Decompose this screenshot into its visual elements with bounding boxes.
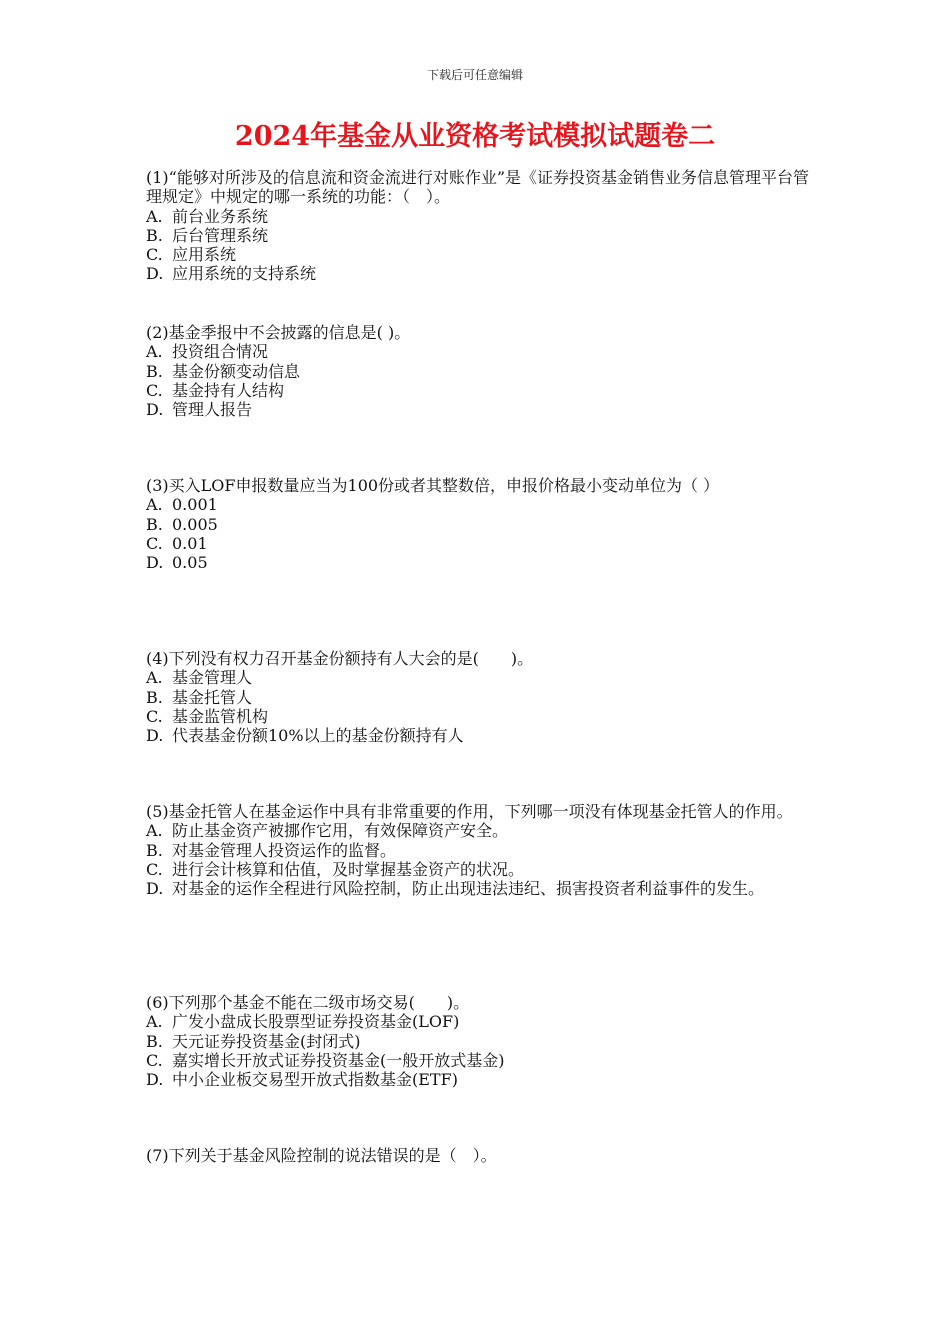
option-text: 对基金管理人投资运作的监督。 [172, 840, 397, 860]
option-a [146, 495, 811, 514]
question-stem: (7)下列关于基金风险控制的说法错误的是（ ）。 [146, 1146, 497, 1165]
option-c [146, 1051, 811, 1070]
option-text: 天元证券投资基金(封闭式) [172, 1031, 361, 1051]
option-d [146, 553, 811, 572]
option-letter: B. [146, 225, 163, 245]
option-c [146, 707, 811, 726]
question-4 [146, 649, 811, 745]
option-text: 管理人报告 [172, 400, 253, 420]
option-letter: B. [146, 1031, 163, 1051]
option-d [146, 400, 811, 419]
question-stem: (5)基金托管人在基金运作中具有非常重要的作用，下列哪一项没有体现基金托管人的作用。 [146, 802, 793, 821]
option-text: 投资组合情况 [172, 342, 269, 362]
option-text: 防止基金资产被挪作它用，有效保障资产安全。 [172, 821, 509, 841]
option-letter: A. [146, 821, 163, 841]
question-7 [146, 1146, 811, 1165]
option-c [146, 245, 811, 264]
question-3 [146, 476, 811, 572]
option-text: 对基金的运作全程进行风险控制，防止出现违法违纪、损害投资者利益事件的发生。 [172, 879, 765, 899]
option-text: 前台业务系统 [172, 206, 269, 226]
option-a [146, 342, 811, 361]
question-stem: (2)基金季报中不会披露的信息是( )。 [146, 323, 411, 342]
option-text: 基金监管机构 [172, 706, 269, 726]
option-text: 进行会计核算和估值，及时掌握基金资产的状况。 [172, 859, 525, 879]
option-letter: A. [146, 495, 163, 515]
option-a [146, 821, 811, 840]
option-text: 基金持有人结构 [172, 380, 285, 400]
option-text: 嘉实增长开放式证券投资基金(一般开放式基金) [172, 1050, 505, 1070]
option-b [146, 515, 811, 534]
option-b [146, 841, 811, 860]
option-c [146, 381, 811, 400]
option-letter: B. [146, 687, 163, 707]
option-d [146, 879, 811, 898]
page-title: 2024年基金从业资格考试模拟试题卷二 [234, 121, 716, 152]
option-letter: D. [146, 553, 164, 573]
option-letter: D. [146, 264, 164, 284]
question-5 [146, 802, 811, 898]
option-b [146, 362, 811, 381]
option-letter: C. [146, 533, 163, 553]
option-letter: D. [146, 1070, 164, 1090]
option-text: 基金份额变动信息 [172, 361, 301, 381]
option-letter: A. [146, 668, 163, 688]
option-a [146, 1012, 811, 1031]
option-text: 0.001 [172, 495, 218, 515]
question-6 [146, 993, 811, 1089]
option-c [146, 860, 811, 879]
question-2 [146, 323, 811, 419]
option-a [146, 668, 811, 687]
option-letter: C. [146, 245, 163, 265]
option-letter: B. [146, 361, 163, 381]
option-text: 应用系统的支持系统 [172, 264, 317, 284]
option-b [146, 1032, 811, 1051]
option-letter: A. [146, 1012, 163, 1032]
option-letter: D. [146, 726, 164, 746]
option-letter: B. [146, 840, 163, 860]
option-text: 中小企业板交易型开放式指数基金(ETF) [172, 1070, 458, 1090]
option-text: 应用系统 [172, 245, 237, 265]
option-text: 代表基金份额10%以上的基金份额持有人 [172, 726, 464, 746]
option-text: 0.005 [172, 514, 218, 534]
option-text: 基金管理人 [172, 668, 253, 688]
option-letter: C. [146, 859, 163, 879]
option-b [146, 688, 811, 707]
question-stem: (6)下列那个基金不能在二级市场交易( )。 [146, 993, 470, 1012]
option-text: 0.05 [172, 553, 208, 573]
header-note: 下载后可任意编辑 [426, 68, 523, 82]
option-letter: C. [146, 380, 163, 400]
option-a [146, 207, 811, 226]
option-b [146, 226, 811, 245]
question-1 [146, 168, 811, 284]
option-d [146, 1070, 811, 1089]
option-letter: A. [146, 342, 163, 362]
question-stem: (3)买入LOF申报数量应当为100份或者其整数倍，申报价格最小变动单位为（ ） [146, 476, 720, 495]
option-text: 广发小盘成长股票型证券投资基金(LOF) [172, 1012, 460, 1032]
option-letter: D. [146, 400, 164, 420]
option-text: 0.01 [172, 533, 208, 553]
option-letter: B. [146, 514, 163, 534]
option-text: 后台管理系统 [172, 225, 269, 245]
option-letter: C. [146, 1050, 163, 1070]
option-letter: D. [146, 879, 164, 899]
option-d [146, 726, 811, 745]
option-c [146, 534, 811, 553]
option-d [146, 264, 811, 283]
option-letter: C. [146, 706, 163, 726]
option-letter: A. [146, 206, 163, 226]
option-text: 基金托管人 [172, 687, 253, 707]
question-stem: (4)下列没有权力召开基金份额持有人大会的是( )。 [146, 649, 534, 668]
question-stem: (1)“能够对所涉及的信息流和资金流进行对账作业”是《证券投资基金销售业务信息管理平台管理规定》中规定的哪一系统的功能：（ ）。 [146, 168, 810, 207]
